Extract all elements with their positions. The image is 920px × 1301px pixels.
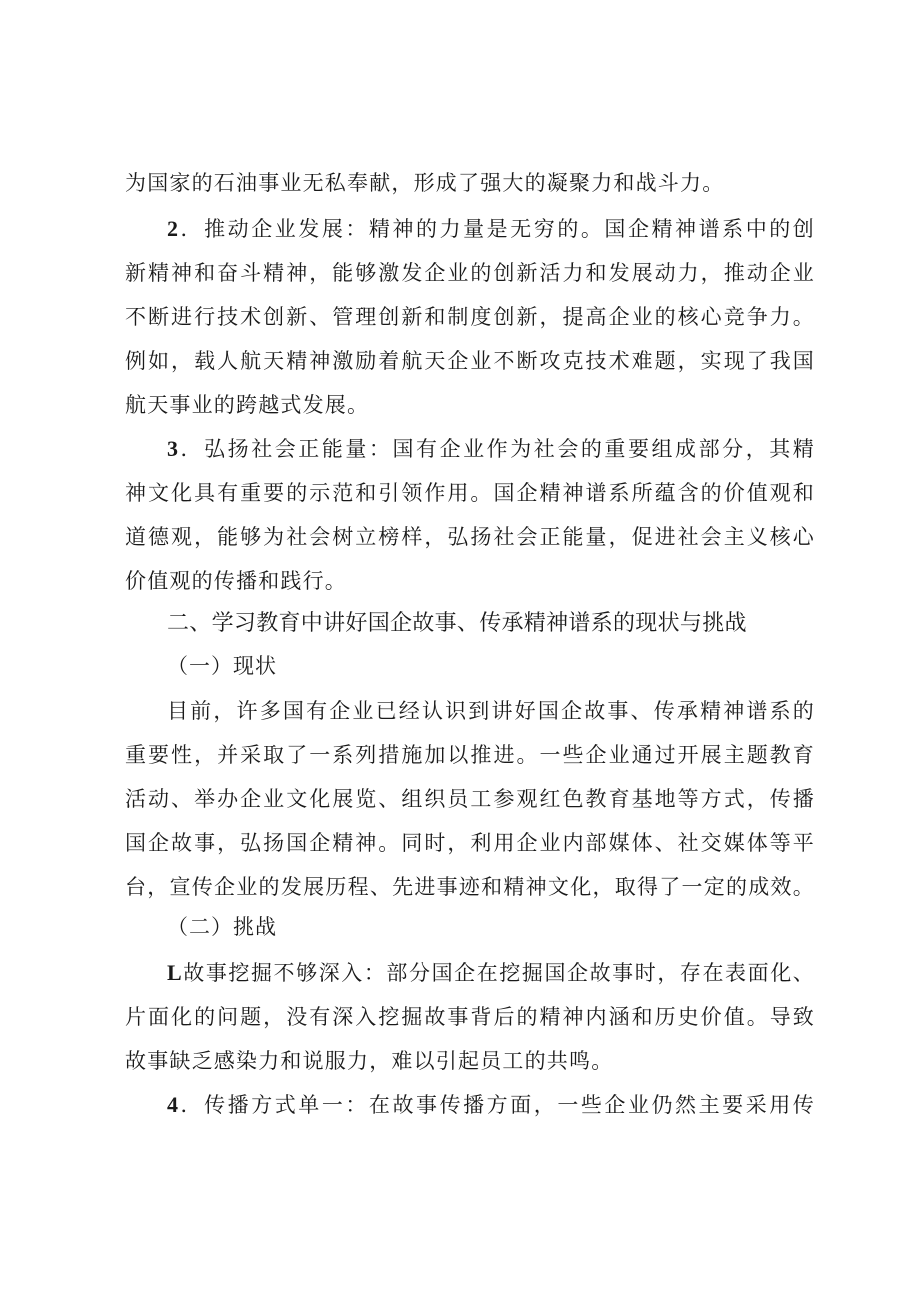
list-item-3-line-3 <box>125 522 815 552</box>
challenge-item-1-line-2 <box>125 1002 815 1032</box>
text-line: 重要性，并采取了一系列措施加以推进。一些企业通过开展主题教育 <box>125 743 815 767</box>
paragraph-continuation <box>125 168 815 198</box>
text-line: 价值观的传播和践行。 <box>125 569 347 593</box>
list-item-3-line-2 <box>125 478 815 508</box>
list-number: 3 <box>167 436 180 461</box>
text-line: ．推动企业发展：精神的力量是无穷的。国企精神谱系中的创 <box>179 217 815 241</box>
list-item-3-line-1 <box>167 434 815 464</box>
list-number: 2 <box>167 216 180 241</box>
text-line: 故事挖掘不够深入：部分国企在挖掘国企故事时，存在表面化、 <box>182 961 815 985</box>
text-line: 目前，许多国有企业已经认识到讲好国企故事、传承精神谱系的 <box>167 699 815 723</box>
text-line: 台，宣传企业的发展历程、先进事迹和精神文化，取得了一定的成效。 <box>125 875 815 899</box>
text-line: ．弘扬社会正能量：国有企业作为社会的重要组成部分，其精 <box>179 437 815 461</box>
list-item-3-line-4 <box>125 566 815 596</box>
list-item-2-line-2 <box>125 258 815 288</box>
status-paragraph-line-1 <box>167 696 815 726</box>
list-item-2-line-1 <box>167 214 815 244</box>
status-paragraph-line-4 <box>125 828 815 858</box>
status-paragraph-line-3 <box>125 784 815 814</box>
list-item-2-line-4 <box>125 346 815 376</box>
text-line: 国企故事，弘扬国企精神。同时，利用企业内部媒体、社交媒体等平 <box>125 831 815 855</box>
challenge-item-1-line-1 <box>167 958 815 988</box>
text-line: 活动、举办企业文化展览、组织员工参观红色教育基地等方式，传播 <box>125 787 815 811</box>
challenge-item-1-line-3 <box>125 1046 815 1076</box>
text-line: 为国家的石油事业无私奉献，形成了强大的凝聚力和战斗力。 <box>125 171 725 195</box>
text-line: 神文化具有重要的示范和引领作用。国企精神谱系所蕴含的价值观和 <box>125 481 815 505</box>
status-paragraph-line-5 <box>125 872 815 902</box>
list-item-2-line-5 <box>125 390 815 420</box>
text-line: ．传播方式单一：在故事传播方面，一些企业仍然主要采用传 <box>179 1093 815 1117</box>
subsection-heading-status: （一）现状 <box>167 654 277 678</box>
text-line: 航天事业的跨越式发展。 <box>125 393 370 417</box>
text-line: 道德观，能够为社会树立榜样，弘扬社会正能量，促进社会主义核心 <box>125 525 815 549</box>
text-line: 例如，载人航天精神激励着航天企业不断攻克技术难题，实现了我国 <box>125 349 815 373</box>
list-item-2-line-3 <box>125 302 815 332</box>
text-line: 故事缺乏感染力和说服力，难以引起员工的共鸣。 <box>125 1049 614 1073</box>
list-number: 4 <box>167 1092 180 1117</box>
status-paragraph-line-2 <box>125 740 815 770</box>
text-line: 片面化的问题，没有深入挖掘故事背后的精神内涵和历史价值。导致 <box>125 1005 815 1029</box>
text-line: 新精神和奋斗精神，能够激发企业的创新活力和发展动力，推动企业 <box>125 261 815 285</box>
challenge-item-4-line-1 <box>167 1090 815 1120</box>
subsection-heading-challenge: （二）挑战 <box>167 915 277 939</box>
section-heading: 二、学习教育中讲好国企故事、传承精神谱系的现状与挑战 <box>167 611 747 636</box>
list-number: L <box>167 960 183 985</box>
text-line: 不断进行技术创新、管理创新和制度创新，提高企业的核心竞争力。 <box>125 305 815 329</box>
